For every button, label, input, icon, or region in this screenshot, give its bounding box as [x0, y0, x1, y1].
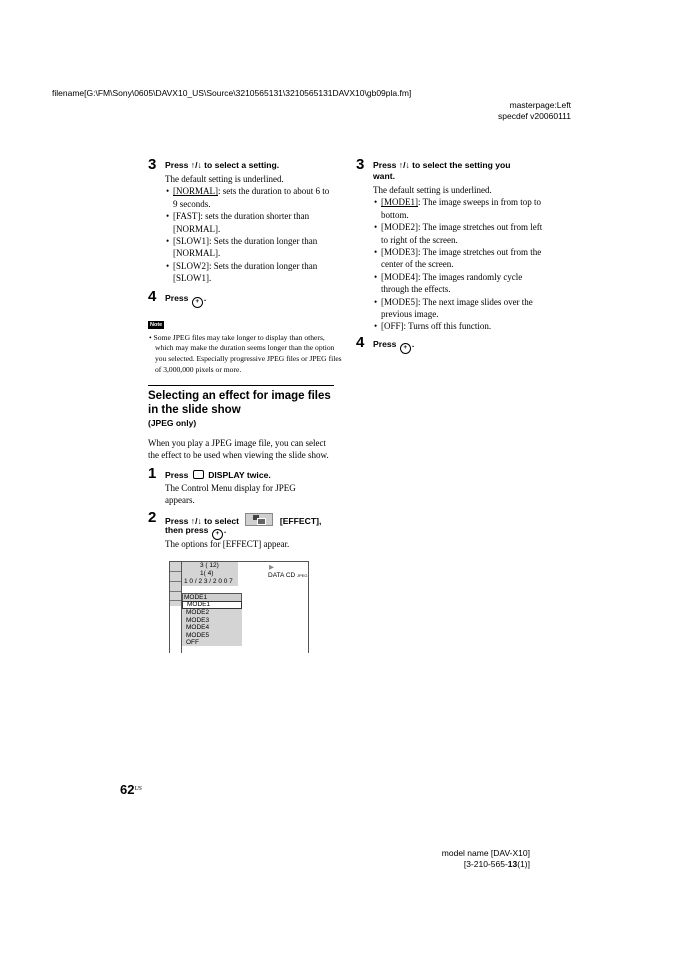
page-number-value: 62: [120, 782, 135, 797]
left-step4: [148, 289, 334, 306]
bullet-dot: •: [374, 271, 378, 282]
enter-button-icon: +: [212, 529, 223, 540]
note-badge: Note: [150, 321, 163, 328]
bullet-dot: •: [166, 211, 170, 222]
step-text-before: then press: [165, 525, 209, 536]
step-intro: The default setting is underlined.: [373, 185, 492, 195]
menu-icon-column: [170, 562, 182, 606]
screen-media: [268, 572, 307, 579]
section-heading: [148, 385, 334, 429]
step-text-before: Press ↑/↓ to select: [165, 516, 240, 527]
list-item: [165, 235, 334, 260]
effect-menu-icon: [245, 513, 273, 526]
step-text-after: .: [203, 292, 207, 303]
option-item[interactable]: MODE3: [186, 616, 210, 624]
step-title: [373, 339, 414, 354]
bullet-text: : The images randomly cycle through the effects.: [381, 271, 523, 295]
bullet-key: [MODE2]: [381, 222, 418, 233]
list-item: [373, 221, 546, 246]
left-column: [148, 156, 342, 551]
step-text-after: .: [223, 525, 227, 536]
step-text-after: .: [411, 338, 415, 349]
bullet-dot: •: [374, 222, 378, 233]
section-step1-heading: [148, 466, 334, 482]
list-item: [373, 320, 546, 332]
option-item[interactable]: MODE5: [186, 631, 210, 639]
bullet-dot: •: [166, 260, 170, 271]
bullet-key: [OFF]: [381, 321, 404, 332]
option-selected[interactable]: MODE1: [182, 601, 242, 609]
bullet-dot: •: [166, 236, 170, 247]
list-item: [373, 271, 546, 296]
bullet-dot: •: [374, 197, 378, 208]
step-title-text: DISPLAY twice.: [208, 469, 271, 480]
bullet-key: [SLOW2]: [173, 260, 209, 271]
list-item: [165, 260, 334, 285]
header-specdef: specdef v20060111: [498, 111, 571, 121]
bullet-dot: •: [374, 247, 378, 258]
step-number: 1: [148, 464, 157, 482]
effect-screen-illustration: [169, 561, 309, 653]
list-item: [165, 185, 334, 210]
page-number-suffix: US: [134, 786, 142, 792]
right-column: [356, 157, 546, 352]
media-label: DATA CD: [268, 572, 296, 579]
list-item: [373, 196, 546, 221]
bullet-text: : Sets the duration longer than [SLOW1].: [173, 260, 318, 284]
right-step4: [356, 335, 546, 352]
bullet-key: [MODE1]: [381, 197, 418, 208]
bullet-dot: •: [374, 321, 378, 332]
step-press: Press: [165, 469, 189, 480]
step-desc: The options for [EFFECT] appear.: [165, 539, 290, 550]
section-subtitle: (JPEG only): [148, 417, 197, 428]
play-icon: ▶: [269, 564, 274, 571]
options-list: [182, 601, 242, 646]
step-title-line2: want.: [373, 171, 395, 181]
option-item[interactable]: MODE4: [186, 624, 210, 632]
footer-model: model name [DAV-X10]: [441, 848, 530, 858]
step-title-line1: Press ↑/↓ to select the setting you: [373, 160, 511, 170]
bullet-text: : The image sweeps in from top to bottom.: [381, 197, 542, 220]
bullet-text: : Turns off this function.: [403, 321, 492, 332]
left-step3-bullets: [165, 185, 334, 284]
step-text-before: Press: [373, 338, 397, 349]
step-title-line2: [165, 525, 226, 540]
option-item[interactable]: MODE2: [186, 609, 210, 616]
header-filename: filename[G:\FM\Sony\0605\DAVX10_US\Source\3210565131\3210565131DAVX10\gb09pla.fm]: [52, 88, 412, 98]
current-option-bar: MODE1: [182, 593, 242, 602]
bullet-dot: •: [374, 296, 378, 307]
step-text-before: Press: [165, 292, 189, 303]
bullet-key: [MODE5]: [381, 296, 418, 307]
page-number: [120, 781, 142, 799]
step-title: Press ↑/↓ to select a setting.: [165, 160, 280, 170]
footer-code-prefix: [3-210-565-: [463, 859, 508, 869]
step-number: 3: [356, 156, 365, 173]
bullet-key: [SLOW1]: [173, 236, 209, 247]
step-text-after: [EFFECT],: [279, 516, 322, 527]
section-title: Selecting an effect for image files in the slide show: [148, 389, 331, 416]
enter-button-icon: +: [400, 343, 411, 354]
left-step3-body: [148, 173, 334, 285]
step-number: 3: [148, 156, 157, 173]
bullet-key: [MODE4]: [381, 271, 418, 282]
list-item: [373, 296, 546, 321]
step-intro: The default setting is underlined.: [165, 174, 284, 184]
step-number: 2: [148, 509, 157, 527]
right-step3-bullets: [373, 196, 546, 332]
bullet-text: : The image stretches out from the center of the screen.: [381, 247, 542, 270]
step-number: 4: [148, 287, 157, 305]
footer-code-bold: 13: [507, 859, 518, 869]
section-intro: When you play a JPEG image file, you can select the effect to be used when viewing the slide show.: [148, 437, 329, 461]
screen-counter-2: 1( 4): [200, 570, 214, 577]
header-masterpage: masterpage:Left: [509, 100, 571, 110]
bullet-key: [NORMAL]: [173, 186, 218, 197]
note-block: [148, 313, 342, 376]
section-step2-heading: [148, 510, 334, 538]
bullet-key: [MODE3]: [381, 247, 418, 258]
step-title: [165, 293, 206, 308]
step-title: [165, 470, 271, 481]
list-item: [373, 246, 546, 271]
bullet-text: : sets the duration to about 6 to 9 seconds.: [173, 186, 330, 209]
note-text: • Some JPEG files may take longer to display than others, which may make the duration seems longer than the option you selected. Especially progressive JPEG files or JPEG files of 3,000,000 pixels or more.: [149, 332, 342, 375]
right-step3-body: [356, 184, 546, 333]
bullet-dot: •: [166, 186, 170, 197]
screen-info-box: [182, 562, 238, 586]
bullet-key: [FAST]: [173, 211, 201, 222]
list-item: [165, 210, 334, 235]
option-item[interactable]: OFF: [186, 639, 199, 647]
media-tag: JPEG: [297, 573, 308, 578]
bullet-text: : sets the duration shorter than [NORMAL].: [173, 211, 310, 234]
right-step3-heading: [356, 157, 546, 184]
screen-counter-1: 3 ( 12): [200, 562, 219, 569]
step-desc: The Control Menu display for JPEG appears.: [165, 482, 296, 506]
bullet-text: : The image stretches out from left to right of the screen.: [381, 222, 543, 245]
bullet-text: : Sets the duration longer than [NORMAL].: [173, 236, 318, 259]
enter-button-icon: +: [192, 297, 203, 308]
step-number: 4: [356, 333, 365, 351]
footer-code: [464, 859, 530, 869]
left-step3-heading: [148, 157, 334, 173]
bullet-text: : The next image slides over the previous image.: [381, 296, 533, 320]
display-button-icon: [193, 470, 204, 479]
screen-date: 1 0 / 2 3 / 2 0 0 7: [184, 578, 233, 585]
footer-code-suffix: (1)]: [517, 859, 530, 869]
